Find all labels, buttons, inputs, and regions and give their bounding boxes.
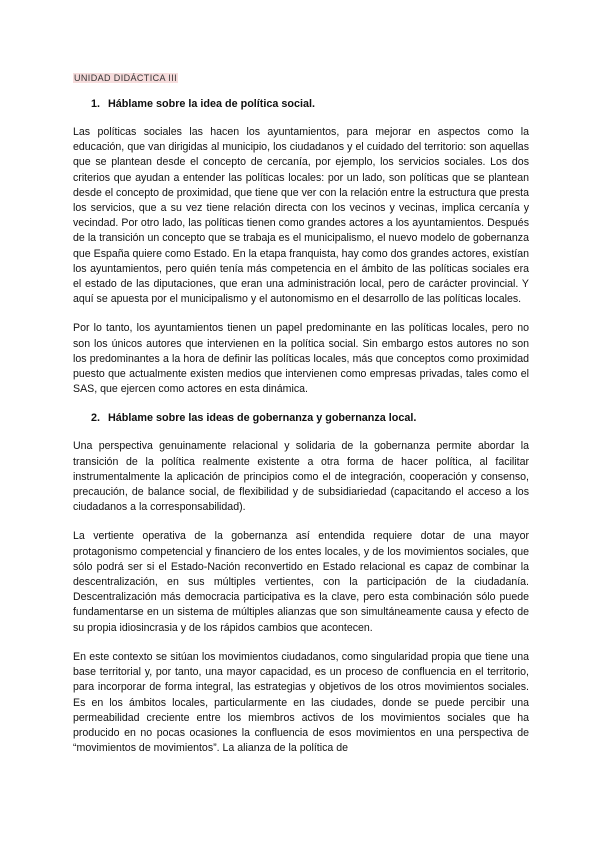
section-1-paragraph-2: Por lo tanto, los ayuntamientos tienen un papel predominante en las políticas locales, pero no son los únicos autores que intervienen en la política social. Sin embargo estos autores no son los predominantes a la hora de definir las políticas locales, más que conceptos como proximidad puesto que actualmente existen medios que intervienen como empresas privadas, tales como el SAS, que ejercen como actores en esta dinámica. [73, 322, 529, 396]
section-2-heading [73, 411, 529, 425]
section-1-heading [73, 97, 529, 111]
section-1-number: 1. [91, 98, 101, 110]
section-2-heading-text: Háblame sobre las ideas de gobernanza y gobernanza local. [108, 412, 417, 425]
document-body [73, 68, 529, 770]
section-1-paragraph-1: Las políticas sociales las hacen los ayuntamientos, para mejorar en aspectos como la educación, que van dirigidas al municipio, los ciudadanos y el cuidado del territorio: son aquellas que se plantean desde el concepto de cercanía, por ejemplo, los servicios sociales. Los dos criterios que ayudan a entender las políticas locales: por un lado, son políticas que se plantean desde el concepto de proximidad, que tiene que ver con la relación entre la estructura que presta los servicios, que a su vez tiene relación directa con los vecinos y vecinas, implica cercanía y vecindad. Por otro lado, las políticas tienen como grandes actores a los ayuntamientos. Después de la transición un concepto que se trabaja es el municipalismo, el nuevo modelo de gobernanza que España quiere como Estado. En la etapa franquista, hay como dos grandes actores, existían los ayuntamientos, pero quién tenía más competencia en el ámbito de las políticas sociales era el estado de las diputaciones, que eran una administración local, pero de carácter provincial. Y aquí se apuesta por el municipalismo y el autonomismo en el desarrollo de las políticas locales. [73, 126, 529, 306]
section-2-paragraph-3: En este contexto se sitúan los movimientos ciudadanos, como singularidad propia que tiene una base territorial y, por tanto, una mayor capacidad, es un proceso de confluencia en el territorio, para incorporar de forma integral, las estrategias y objetivos de los otros movimientos sociales. Es en los ámbitos locales, particularmente en las ciudades, donde se puede percibir una permeabilidad creciente entre los miembros activos de los movimientos sociales que ha producido en no pocas ocasiones la confluencia de esos movimientos en una perspectiva de “movimientos de movimientos”. La alianza de la política de [73, 650, 529, 755]
unit-title: UNIDAD DIDÁCTICA III [74, 73, 178, 83]
section-2-paragraph-2: La vertiente operativa de la gobernanza así entendida requiere dotar de una mayor protagonismo competencial y financiero de los entes locales, y de los movimientos sociales, que sólo podrá ser si el Estado-Nación reconvertido en Estado relacional es capaz de combinar la descentralización, en sus múltiples vertientes, con la participación de la ciudadanía. Descentralización más democracia participativa es la clave, pero esta combinación sólo puede fundamentarse en un sistema de múltiples alianzas que son simultáneamente causa y efecto de su propia idiosincrasia y de los rápidos cambios que acontecen. [73, 530, 529, 634]
section-1-heading-text: Háblame sobre la idea de política social. [108, 98, 316, 110]
section-2-paragraph-1: Una perspectiva genuinamente relacional y solidaria de la gobernanza permite abordar la transición de la política realmente existente a otra forma de hacer política, al facilitar instrumentalmente la aplicación de principios como el de integración, cooperación y consenso, precaución, de balance social, de flexibilidad y de subsidiariedad (capacitando el acceso a los ciudadanos a la corresponsabilidad). [73, 440, 529, 514]
section-2-number: 2. [91, 412, 101, 425]
